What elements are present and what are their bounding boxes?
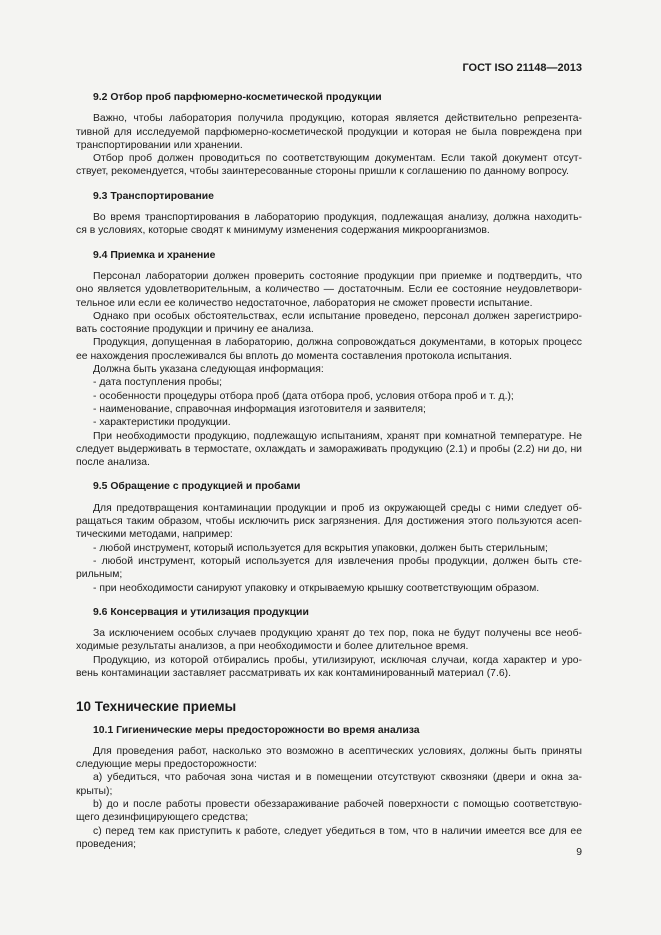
- text-line: вать состояние продукции и причину ее анализа.: [76, 324, 314, 336]
- text-line: вень контаминации заставляет рассматривать их как контаминированный материал (7.6).: [76, 667, 511, 679]
- text-line: Должна быть указана следующая информация:: [93, 364, 324, 376]
- section-heading: 9.6 Консервация и утилизация продукции: [93, 606, 309, 618]
- list-item: - наименование, справочная информация изготовителя и заявителя;: [93, 403, 426, 415]
- section-heading: 9.2 Отбор проб парфюмерно-косметической продукции: [93, 92, 382, 103]
- text-line: Однако при особых обстоятельствах, если испытание проведено, персонал должен зарегистриро-: [93, 310, 582, 322]
- list-item: - дата поступления пробы;: [93, 377, 222, 389]
- list-item: b) до и после работы провести обеззараживание рабочей поверхности с помощью соответствую-: [93, 799, 582, 811]
- text-line: крыты);: [76, 785, 113, 797]
- text-line: ходимые результаты анализов, а при необходимости и более длительное время.: [76, 641, 469, 653]
- text-line: тическими методами, например:: [76, 529, 233, 541]
- section-9-5: [76, 480, 582, 594]
- text-line: Персонал лаборатории должен проверить состояние продукции при приемке и подтвердить, что: [93, 270, 582, 282]
- text-line: оно является удовлетворительным, а количество — достаточным. Если ее состояние неудовлетвори-: [76, 284, 582, 296]
- text-line: следующие меры предосторожности:: [76, 759, 257, 771]
- text-line: тельное или если ее количество недостаточное, лаборатория не сможет провести испытание.: [76, 297, 533, 309]
- text-line: транспортировании или хранении.: [76, 139, 243, 151]
- text-line: Важно, чтобы лаборатория получила продукцию, которая является действительно репрезента-: [93, 113, 582, 125]
- section-9-3: [76, 190, 582, 238]
- text-line: Продукцию, из которой отбирались пробы, утилизируют, исключая случаи, когда характер и уро-: [93, 654, 582, 666]
- section-heading: 9.3 Транспортирование: [93, 190, 214, 202]
- text-line: ся в условиях, которые сводят к минимуму изменения содержания микроорганизмов.: [76, 225, 490, 237]
- page-number: 9: [576, 847, 582, 858]
- text-line: рильным;: [76, 569, 123, 581]
- text-line: ращаться таким образом, чтобы исключить риск загрязнения. Для достижения этого пользуются асеп-: [76, 516, 582, 528]
- text-line: ее нахождения прослеживался бы вплоть до момента составления протокола испытания.: [76, 350, 512, 362]
- list-item: - при необходимости санируют упаковку и открываемую крышку соответствующим образом.: [93, 582, 540, 594]
- text-line: Во время транспортирования в лабораторию продукция, подлежащая анализу, должна находить-: [93, 212, 582, 224]
- text-line: При необходимости продукцию, подлежащую испытаниям, хранят при комнатной температуре. Не: [93, 430, 582, 442]
- text-line: Продукция, допущенная в лабораторию, должна сопровождаться документами, в которых процесс: [93, 337, 582, 349]
- section-9-6: [76, 606, 582, 680]
- text-line: проведения;: [76, 838, 137, 850]
- standard-header: ГОСТ ISO 21148—2013: [462, 62, 582, 74]
- page-content: [76, 91, 582, 851]
- section-9-4: [76, 249, 582, 470]
- section-heading: 9.4 Приемка и хранение: [93, 249, 216, 261]
- text-line: следует выдерживать в термостате, охлаждать и замораживать продукцию (2.1) и пробы (2.2) ни до, ни: [76, 443, 582, 455]
- text-line: Для предотвращения контаминации продукции и проб из окружающей среды с ними следует об-: [93, 502, 582, 514]
- text-line: За исключением особых случаев продукцию хранят до тех пор, пока не будут получены все необ-: [93, 628, 582, 640]
- list-item: - характеристики продукции.: [93, 417, 231, 429]
- list-item: - любой инструмент, который используется для вскрытия упаковки, должен быть стерильным;: [93, 542, 548, 554]
- chapter-heading: 10 Технические приемы: [76, 699, 237, 715]
- section-heading: 10.1 Гигиенические меры предосторожности во время анализа: [93, 724, 420, 736]
- list-item: a) убедиться, что рабочая зона чистая и в помещении отсутствуют сквозняки (двери и окна за-: [93, 772, 582, 784]
- text-line: после анализа.: [76, 457, 150, 469]
- section-9-2: [76, 91, 582, 179]
- list-item: - любой инструмент, который используется для извлечения пробы продукции, должен быть сте-: [93, 555, 582, 567]
- text-line: Отбор проб должен проводиться по соответствующим документам. Если такой документ отсут-: [93, 153, 582, 165]
- section-heading: 9.5 Обращение с продукцией и пробами: [93, 481, 301, 493]
- text-line: щего дезинфицирующего средства;: [76, 812, 249, 824]
- text-line: Для проведения работ, насколько это возможно в асептических условиях, должны быть приняты: [93, 745, 582, 757]
- chapter-10: [76, 700, 582, 851]
- list-item: c) перед тем как приступить к работе, следует убедиться в том, что в наличии имеется все для ее: [93, 825, 582, 837]
- text-line: ствует, рекомендуется, чтобы заинтересованные стороны пришли к соглашению по данному вопросу.: [76, 166, 569, 178]
- text-line: тивной для исследуемой парфюмерно-косметической продукции и которая не была повреждена при: [76, 126, 582, 138]
- list-item: - особенности процедуры отбора проб (дата отбора проб, условия отбора проб и т. д.);: [93, 390, 514, 402]
